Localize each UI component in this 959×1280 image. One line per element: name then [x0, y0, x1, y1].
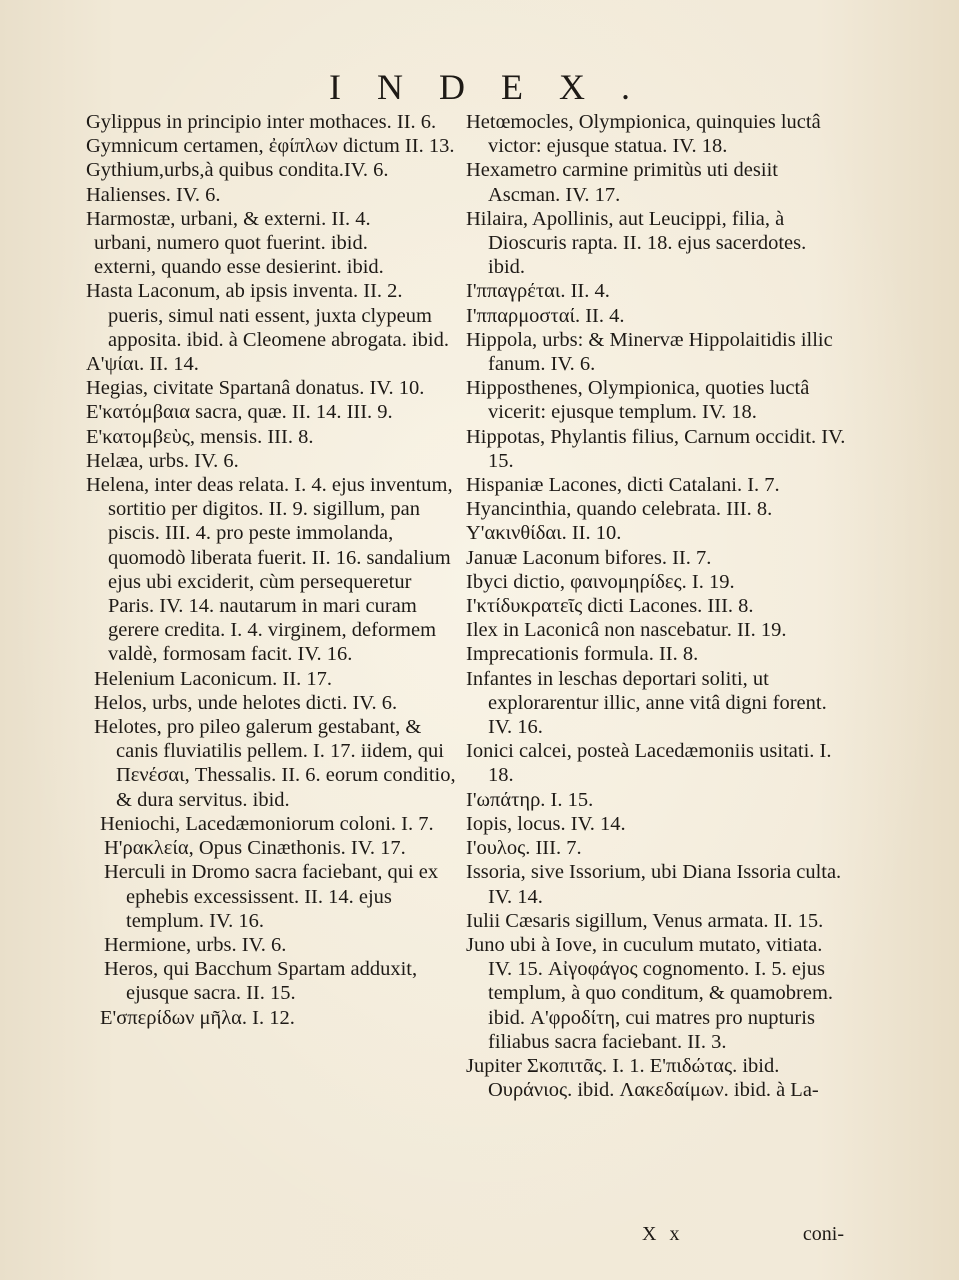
index-entry: Hyancinthia, quando celebrata. III. 8. — [466, 498, 773, 521]
index-entry: Harmostæ, urbani, & externi. II. 4. — [86, 207, 371, 230]
index-entry: Herculi in Dromo sacra faciebant, qui ex ephebis excessissent. II. 14. ejus templum. IV. 16. — [104, 861, 439, 932]
index-entry: Ι'κτίδυκρατεῖς dicti Lacones. III. 8. — [466, 595, 754, 618]
index-column-right — [466, 110, 846, 1102]
index-entry: Gylippus in principio inter mothaces. II. 6. — [86, 111, 437, 133]
index-entry: Jupiter Σκοπιτᾶς. I. 1. Ε'πιδώτας. ibid. Ουράνιος. ibid. Λακεδαίμων. ibid. à La- — [466, 1054, 819, 1102]
index-entry: Hippotas, Phylantis filius, Carnum occidit. IV. 15. — [466, 425, 846, 472]
index-entry: Helenium Laconicum. II. 17. — [94, 667, 332, 690]
index-entry: Ε'σπερίδων μῆλα. I. 12. — [100, 1006, 295, 1029]
index-entry: externi, quando esse desierint. ibid. — [94, 256, 384, 279]
index-entry: Infantes in leschas deportari soliti, ut explorarentur illic, anne vitâ digni forent. IV. 16. — [466, 667, 827, 739]
index-entry: Hegias, civitate Spartanâ donatus. IV. 10. — [86, 377, 425, 400]
index-entry: Helæa, urbs. IV. 6. — [86, 449, 239, 472]
index-entry: Hilaira, Apollinis, aut Leucippi, filia, à Dioscuris rapta. II. 18. ejus sacerdotes. ibid. — [466, 207, 807, 279]
index-entry: Ε'κατομβεὺς, mensis. III. 8. — [86, 425, 314, 448]
index-entry: Ι'ππαγρέται. II. 4. — [466, 280, 610, 303]
index-entry: Ibyci dictio, φαινομηρίδες. I. 19. — [466, 570, 735, 593]
index-entry: urbani, numero quot fuerint. ibid. — [94, 232, 368, 255]
index-entry: Hippola, urbs: & Minervæ Hippolaitidis illic fanum. IV. 6. — [466, 328, 833, 376]
page-title: INDEX. — [329, 67, 666, 107]
index-entry: Ilex in Laconicâ non nascebatur. II. 19. — [466, 619, 787, 642]
index-entry: Helotes, pro pileo galerum gestabant, & canis fluviatilis pellem. I. 17. iidem, qui Πενέσαι, Thessalis. II. 6. eorum conditio, & dura servitus. ibid. — [94, 716, 456, 811]
signature-mark: X x — [642, 1223, 684, 1245]
index-entry: Υ'ακινθίδαι. II. 10. — [466, 522, 622, 545]
index-entry: Η'ρακλεία, Opus Cinæthonis. IV. 17. — [104, 837, 406, 860]
index-entry: Helos, urbs, unde helotes dicti. IV. 6. — [94, 691, 398, 714]
index-entry: Ionici calcei, posteà Lacedæmoniis usitati. I. 18. — [466, 740, 832, 787]
index-entry: Gythium,urbs,à quibus condita.IV. 6. — [86, 159, 389, 182]
index-entry: Imprecationis formula. II. 8. — [466, 643, 699, 666]
index-entry: Gymnicum certamen, ἐφίπλων dictum II. 13. — [86, 135, 455, 158]
index-entry: Heros, qui Bacchum Spartam adduxit, ejusque sacra. II. 15. — [104, 958, 418, 1005]
index-entry: Hetœmocles, Olympionica, quinquies luctâ victor: ejusque statua. IV. 18. — [466, 111, 821, 158]
index-entry: Hermione, urbs. IV. 6. — [104, 933, 287, 956]
index-entry: Hipposthenes, Olympionica, quoties luctâ vicerit: ejusque templum. IV. 18. — [466, 377, 810, 424]
index-entry: Juno ubi à Iove, in cuculum mutato, vitiata. IV. 15. Αἰγοφάγος cognomento. I. 5. ejus templum, à quo conditum, & quamobrem. ibid. Α'φροδίτη, cui matres pro nupturis filiabus sacra faciebant. II. 3. — [466, 933, 834, 1053]
index-entry: Ι'ωπάτηρ. I. 15. — [466, 788, 594, 811]
index-entry: Hasta Laconum, ab ipsis inventa. II. 2. pueris, simul nati essent, juxta clypeum apposita. ibid. à Cleomene abrogata. ibid. — [86, 280, 450, 351]
index-entry: Ι'ππαρμοσταί. II. 4. — [466, 304, 625, 327]
index-entry: Issoria, sive Issorium, ubi Diana Issoria culta. IV. 14. — [466, 861, 842, 908]
index-entry: Januæ Laconum bifores. II. 7. — [466, 546, 712, 569]
index-entry: Hispaniæ Lacones, dicti Catalani. I. 7. — [466, 474, 780, 497]
index-entry: Α'ψίαι. II. 14. — [86, 353, 199, 376]
index-entry: Iulii Cæsaris sigillum, Venus armata. II. 15. — [466, 909, 824, 932]
index-column-left — [86, 110, 462, 1030]
catchword: coni- — [802, 1223, 844, 1245]
index-entry: Heniochi, Lacedæmoniorum coloni. I. 7. — [100, 812, 434, 835]
index-entry: Ι'ουλος. III. 7. — [466, 837, 582, 860]
index-entry: Halienses. IV. 6. — [86, 183, 221, 206]
index-entry: Helena, inter deas relata. I. 4. ejus inventum, sortitio per digitos. II. 9. sigillum, pan piscis. III. 4. pro peste immolanda, quomodò liberata fuerit. II. 16. sandalium ejus ubi exciderit, cùm persequeretur Paris. IV. 14. nautarum in mari curam gerere credita. I. 4. virginem, deformem valdè, formosam facit. IV. 16. — [86, 474, 453, 666]
index-entry: Hexametro carmine primitùs uti desiit Ascman. IV. 17. — [466, 159, 778, 206]
index-entry: Ε'κατόμβαια sacra, quæ. II. 14. III. 9. — [86, 401, 393, 424]
index-entry: Iopis, locus. IV. 14. — [466, 812, 626, 835]
